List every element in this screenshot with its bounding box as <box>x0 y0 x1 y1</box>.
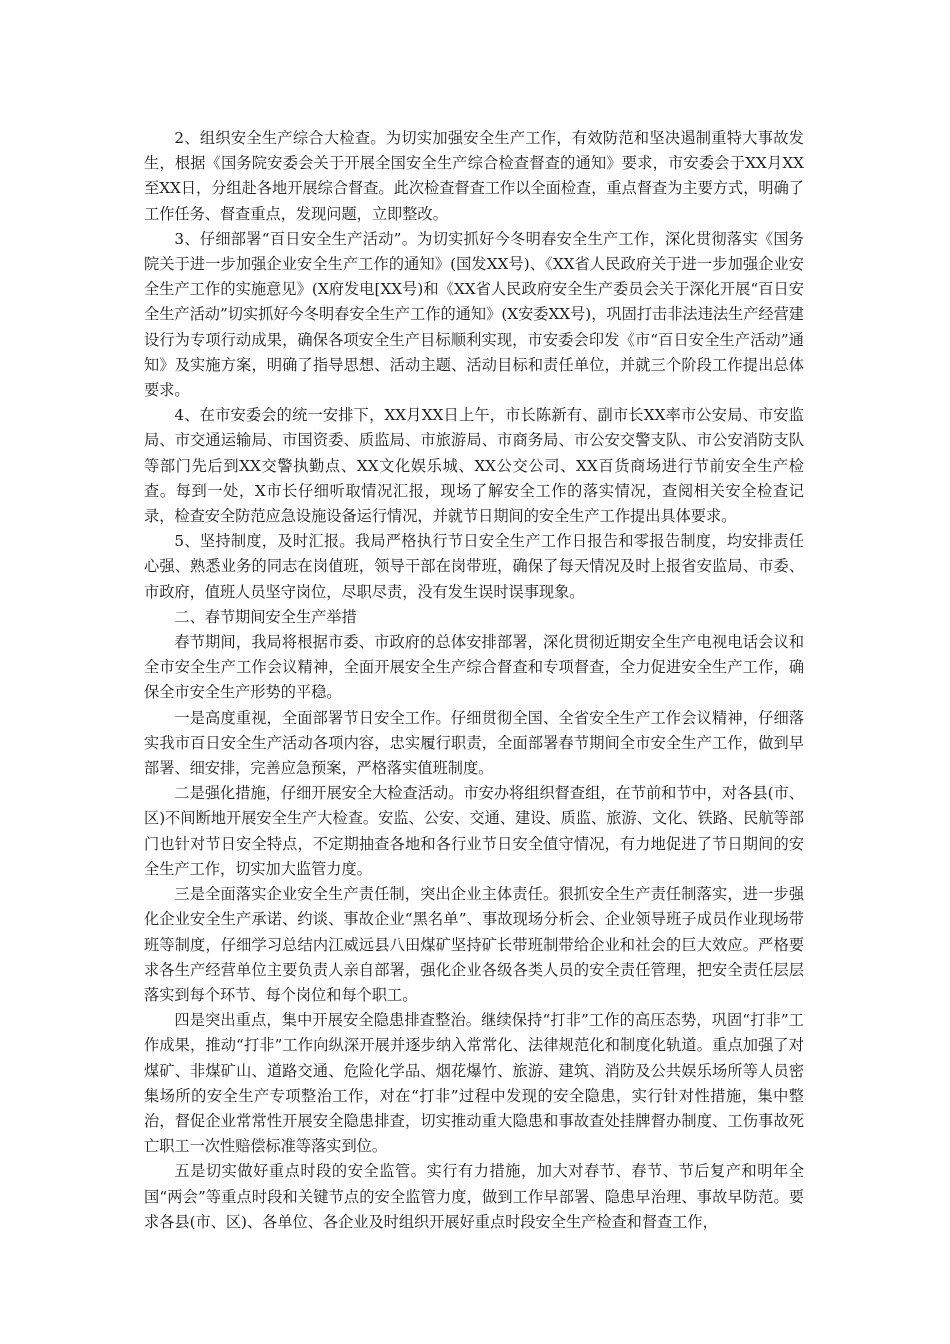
paragraph-item-4: 4、在市安委会的统一安排下，XX月XX日上午，市长陈新有、副市长XX率市公安局、市安监局、市交通运输局、市国资委、质监局、市旅游局、市商务局、市公安交警支队、市公安消防支队等部门先后到XX交警执勤点、XX文化娱乐城、XX公交公司、XX百货商场进行节前安全生产检查。每到一处，X市长仔细听取情况汇报，现场了解安全工作的落实情况，查阅相关安全检查记录，检查安全防范应急设施设备运行情况，并就节日期间的安全生产工作提出具体要求。 <box>144 406 804 526</box>
paragraph-measure-1: 一是高度重视，全面部署节日安全工作。仔细贯彻全国、全省安全生产工作会议精神，仔细落实我市百日安全生产活动各项内容，忠实履行职责，全面部署春节期间全市安全生产工作，做到早部署、细安排，完善应急预案，严格落实值班制度。 <box>144 708 804 778</box>
paragraph-measure-4: 四是突出重点，集中开展安全隐患排查整治。继续保持“打非”工作的高压态势，巩固“打非”工作成果，推动“打非”工作向纵深开展并逐步纳入常常化、法律规范化和制度化轨道。重点加强了对煤矿、非煤矿山、道路交通、危险化学品、烟花爆竹、旅游、建筑、消防及公共娱乐场所等人员密集场所的安全生产专项整治工作，对在“打非”过程中发现的安全隐患，实行针对性措施，集中整治，督促企业常常性开展安全隐患排查，切实推动重大隐患和事故查处挂牌督办制度、工伤事故死亡职工一次性赔偿标准等落实到位。 <box>144 1011 804 1156</box>
paragraph-intro: 春节期间，我局将根据市委、市政府的总体安排部署，深化贯彻近期安全生产电视电话会议和全市安全生产工作会议精神，全面开展安全生产综合督查和专项督查，全力促进安全生产工作，确保全市安全生产形势的平稳。 <box>144 633 804 702</box>
paragraph-item-2: 2、组织安全生产综合大检查。为切实加强安全生产工作，有效防范和坚决遏制重特大事故发生，根据《国务院安委会关于开展全国安全生产综合检查督查的通知》要求，市安委会于XX月XX至XX日，分组赴各地开展综合督查。此次检查督查工作以全面检查，重点督查为主要方式，明确了工作任务、督查重点，发现问题，立即整改。 <box>144 129 804 223</box>
paragraph-measure-3: 三是全面落实企业安全生产责任制，突出企业主体责任。狠抓安全生产责任制落实，进一步强化企业安全生产承诺、约谈、事故企业“黑名单”、事故现场分析会、企业领导班子成员作业现场带班等制度，仔细学习总结内江威远县八田煤矿坚持矿长带班制带给企业和社会的巨大效应。严格要求各生产经营单位主要负责人亲自部署，强化企业各级各类人员的安全责任管理，把安全责任层层落实到每个环节、每个岗位和每个职工。 <box>144 885 804 1004</box>
paragraph-measure-2: 二是强化措施，仔细开展安全大检查活动。市安办将组织督查组，在节前和节中，对各县(市、区)不间断地开展安全生产大检查。安监、公安、交通、建设、质监、旅游、文化、铁路、民航等部门也针对节日安全特点，不定期抽查各地和各行业节日安全值守情况，有力地促进了节日期间的安全生产工作，切实加大监管力度。 <box>144 784 804 878</box>
paragraph-item-3: 3、仔细部署“百日安全生产活动”。为切实抓好今冬明春安全生产工作，深化贯彻落实《国务院关于进一步加强企业安全生产工作的通知》(国发XX号)、《XX省人民政府关于进一步加强企业安全生产工作的实施意见》(X府发电[XX号)和《XX省人民政府安全生产委员会关于深化开展“百日安全生产活动”切实抓好今冬明春安全生产工作的通知》(X安委XX号)，巩固打击非法违法生产经营建设行为专项行动成果，确保各项安全生产目标顺利实现，市安委会印发《市“百日安全生产活动”通知》及实施方案，明确了指导思想、活动主题、活动目标和责任单位，并就三个阶段工作提出总体要求。 <box>144 229 804 400</box>
section-heading: 二、春节期间安全生产举措 <box>174 607 357 626</box>
document-body <box>144 126 804 1235</box>
paragraph-item-5: 5、坚持制度，及时汇报。我局严格执行节日安全生产工作日报告和零报告制度，均安排责任心强、熟悉业务的同志在岗值班，领导干部在岗带班，确保了每天情况及时上报省安监局、市委、市政府，值班人员坚守岗位，尽职尽责，没有发生误时误事现象。 <box>144 532 804 601</box>
paragraph-measure-5: 五是切实做好重点时段的安全监管。实行有力措施，加大对春节、春节、节后复产和明年全国“两会”等重点时段和关键节点的安全监管力度，做到工作早部署、隐患早治理、事故早防范。要求各县(市、区)、各单位、各企业及时组织开展好重点时段安全生产检查和督查工作， <box>144 1162 804 1231</box>
